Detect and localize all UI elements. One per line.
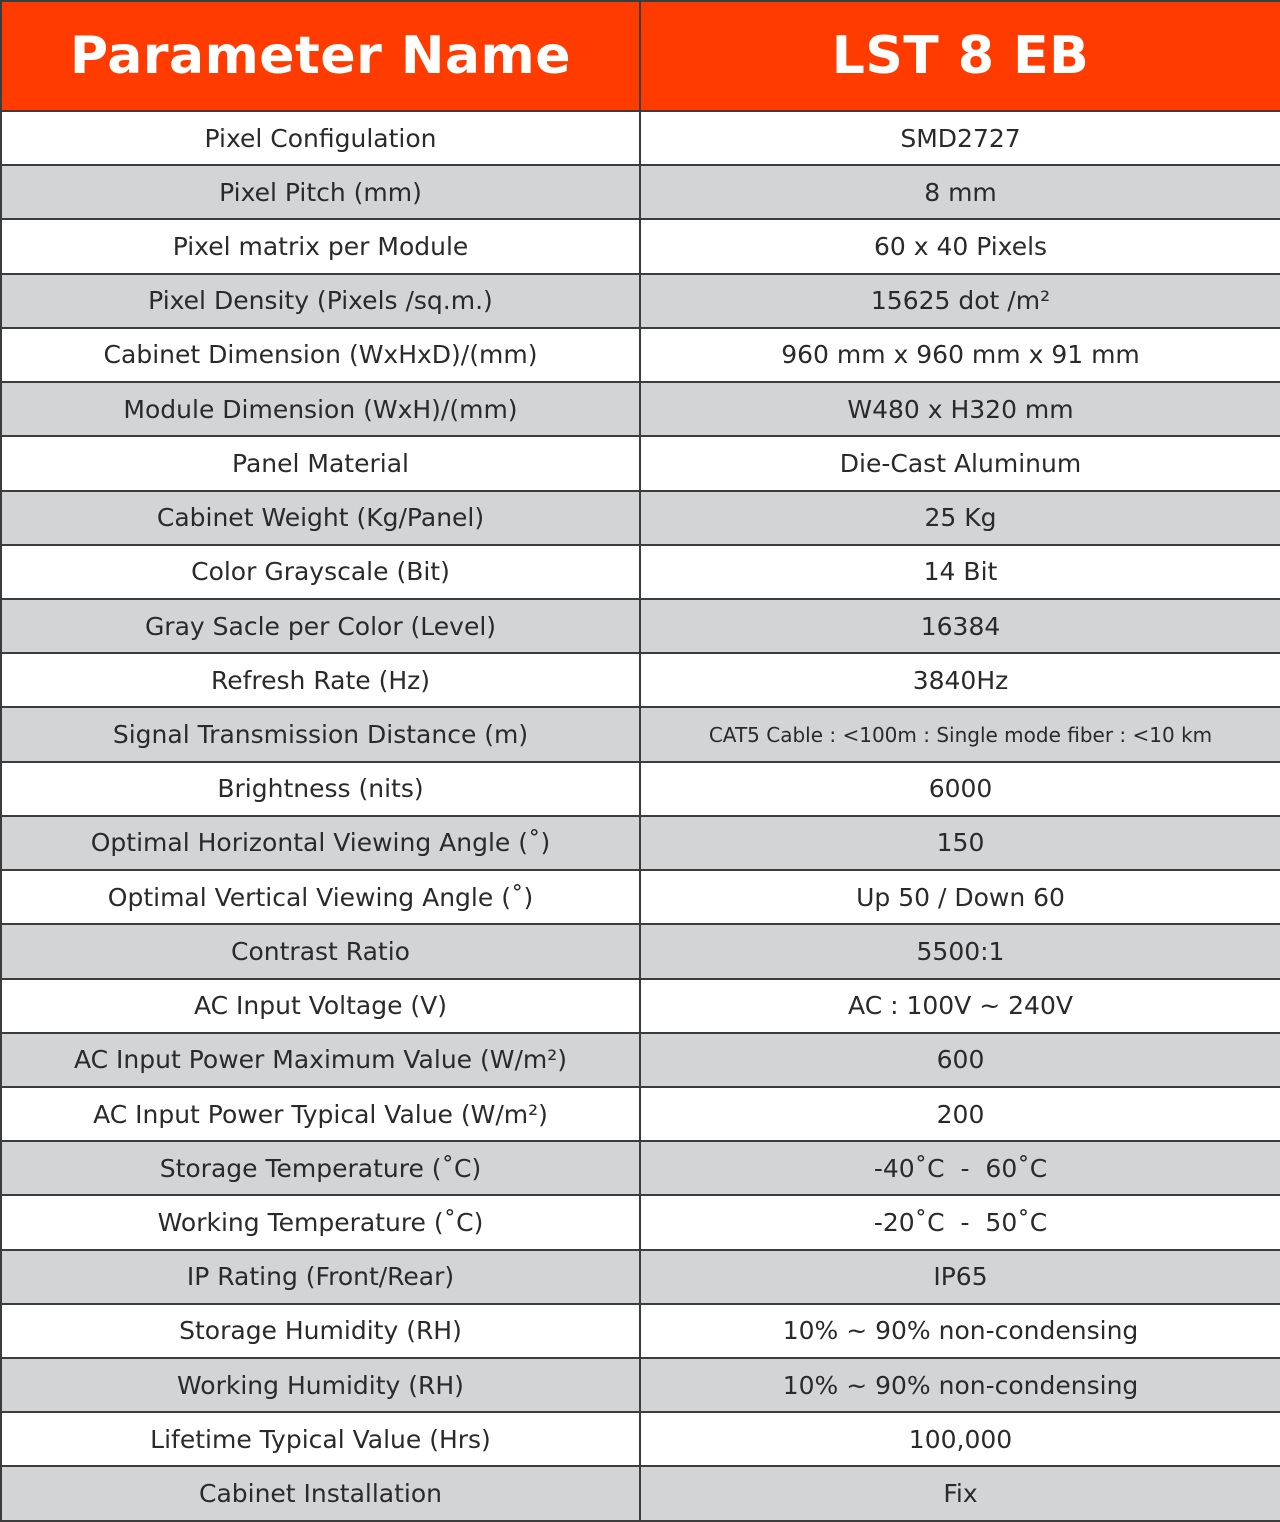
param-cell: Working Temperature (˚C) xyxy=(1,1195,640,1249)
param-cell: Storage Humidity (RH) xyxy=(1,1304,640,1358)
value-cell: 25 Kg xyxy=(640,491,1280,545)
value-cell: Up 50 / Down 60 xyxy=(640,870,1280,924)
value-cell: 14 Bit xyxy=(640,545,1280,599)
table-row xyxy=(1,1466,1280,1521)
table-row xyxy=(1,1250,1280,1304)
value-cell: SMD2727 xyxy=(640,111,1280,165)
table-row xyxy=(1,1033,1280,1087)
param-cell: Pixel Configulation xyxy=(1,111,640,165)
value-cell: IP65 xyxy=(640,1250,1280,1304)
param-cell: Gray Sacle per Color (Level) xyxy=(1,599,640,653)
value-cell: Fix xyxy=(640,1466,1280,1521)
table-row xyxy=(1,653,1280,707)
table-row xyxy=(1,111,1280,165)
param-cell: Pixel matrix per Module xyxy=(1,219,640,273)
table-row xyxy=(1,274,1280,328)
header-model-name: LST 8 EB xyxy=(640,1,1280,111)
table-row xyxy=(1,219,1280,273)
param-cell: Cabinet Weight (Kg/Panel) xyxy=(1,491,640,545)
param-cell: Module Dimension (WxH)/(mm) xyxy=(1,382,640,436)
value-cell: 8 mm xyxy=(640,165,1280,219)
table-row xyxy=(1,979,1280,1033)
param-cell: Panel Material xyxy=(1,436,640,490)
table-row xyxy=(1,545,1280,599)
table-row xyxy=(1,762,1280,816)
table-row xyxy=(1,599,1280,653)
table-row xyxy=(1,1087,1280,1141)
value-cell: 960 mm x 960 mm x 91 mm xyxy=(640,328,1280,382)
table-row xyxy=(1,816,1280,870)
param-cell: Refresh Rate (Hz) xyxy=(1,653,640,707)
param-cell: Brightness (nits) xyxy=(1,762,640,816)
value-cell: 600 xyxy=(640,1033,1280,1087)
param-cell: AC Input Power Typical Value (W/m²) xyxy=(1,1087,640,1141)
table-row xyxy=(1,1195,1280,1249)
value-cell: 10% ~ 90% non-condensing xyxy=(640,1358,1280,1412)
value-cell: 150 xyxy=(640,816,1280,870)
value-cell: 60 x 40 Pixels xyxy=(640,219,1280,273)
header-row xyxy=(1,1,1280,111)
table-row xyxy=(1,436,1280,490)
table-row xyxy=(1,1358,1280,1412)
param-cell: AC Input Power Maximum Value (W/m²) xyxy=(1,1033,640,1087)
value-cell: 200 xyxy=(640,1087,1280,1141)
param-cell: Working Humidity (RH) xyxy=(1,1358,640,1412)
param-cell: Cabinet Installation xyxy=(1,1466,640,1521)
param-cell: Pixel Density (Pixels /sq.m.) xyxy=(1,274,640,328)
table-row xyxy=(1,382,1280,436)
table-row xyxy=(1,1141,1280,1195)
value-cell: 100,000 xyxy=(640,1412,1280,1466)
value-cell: 3840Hz xyxy=(640,653,1280,707)
param-cell: Pixel Pitch (mm) xyxy=(1,165,640,219)
value-cell: CAT5 Cable : <100m : Single mode fiber : <10 km xyxy=(640,707,1280,761)
value-cell: -40˚C - 60˚C xyxy=(640,1141,1280,1195)
param-cell: Signal Transmission Distance (m) xyxy=(1,707,640,761)
param-cell: IP Rating (Front/Rear) xyxy=(1,1250,640,1304)
param-cell: Optimal Vertical Viewing Angle (˚) xyxy=(1,870,640,924)
value-cell: 16384 xyxy=(640,599,1280,653)
value-cell: 6000 xyxy=(640,762,1280,816)
table-row xyxy=(1,1412,1280,1466)
table-row xyxy=(1,491,1280,545)
param-cell: Contrast Ratio xyxy=(1,924,640,978)
param-cell: Optimal Horizontal Viewing Angle (˚) xyxy=(1,816,640,870)
value-cell: W480 x H320 mm xyxy=(640,382,1280,436)
table-row xyxy=(1,707,1280,761)
table-row xyxy=(1,328,1280,382)
table-row xyxy=(1,870,1280,924)
value-cell: Die-Cast Aluminum xyxy=(640,436,1280,490)
param-cell: Lifetime Typical Value (Hrs) xyxy=(1,1412,640,1466)
table-row xyxy=(1,924,1280,978)
header-parameter-name: Parameter Name xyxy=(1,1,640,111)
value-cell: -20˚C - 50˚C xyxy=(640,1195,1280,1249)
value-cell: 15625 dot /m² xyxy=(640,274,1280,328)
value-cell: AC : 100V ~ 240V xyxy=(640,979,1280,1033)
param-cell: Storage Temperature (˚C) xyxy=(1,1141,640,1195)
param-cell: Cabinet Dimension (WxHxD)/(mm) xyxy=(1,328,640,382)
value-cell: 5500:1 xyxy=(640,924,1280,978)
param-cell: AC Input Voltage (V) xyxy=(1,979,640,1033)
table-row xyxy=(1,165,1280,219)
param-cell: Color Grayscale (Bit) xyxy=(1,545,640,599)
value-cell: 10% ~ 90% non-condensing xyxy=(640,1304,1280,1358)
table-row xyxy=(1,1304,1280,1358)
